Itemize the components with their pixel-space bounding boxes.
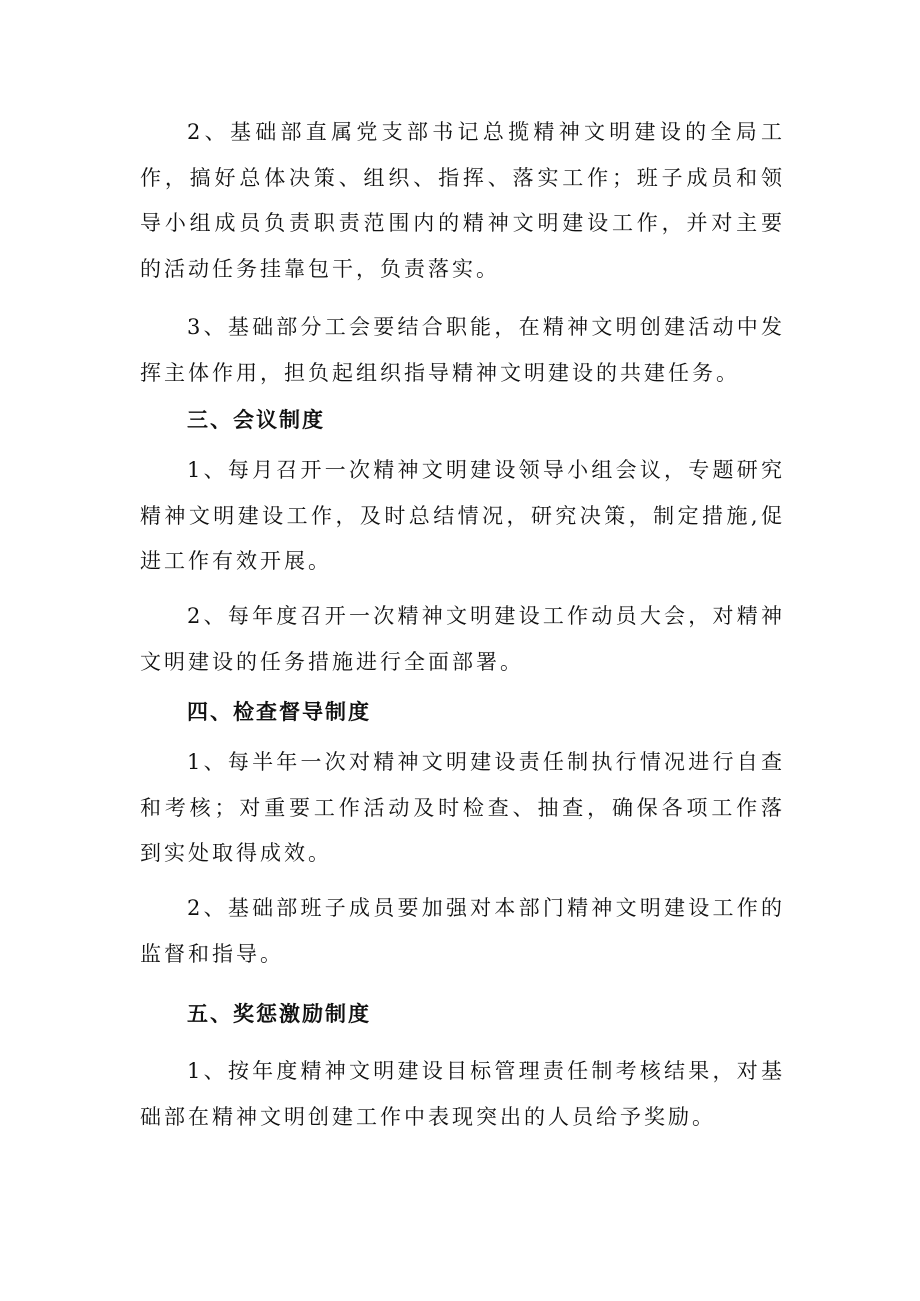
paragraph-rewards: 1、按年度精神文明建设目标管理责任制考核结果，对基础部在精神文明创建工作中表现突出的人员给予奖励。 — [140, 1059, 785, 1129]
paragraph-annual-meeting: 2、每年度召开一次精神文明建设工作动员大会，对精神文明建设的任务措施进行全面部署。 — [140, 604, 785, 674]
section-heading-inspection: 四、检查督导制度 — [187, 700, 371, 724]
paragraph-party-secretary: 2、基础部直属党支部书记总揽精神文明建设的全局工作，搞好总体决策、组织、指挥、落实工作；班子成员和领导小组成员负责职责范围内的精神文明建设工作，并对主要的活动任务挂靠包干，负责落实。 — [140, 120, 785, 281]
paragraph-supervision: 2、基础部班子成员要加强对本部门精神文明建设工作的监督和指导。 — [140, 896, 785, 966]
paragraph-monthly-meeting: 1、每月召开一次精神文明建设领导小组会议，专题研究精神文明建设工作，及时总结情况，研究决策，制定措施,促进工作有效开展。 — [140, 458, 785, 573]
section-heading-meetings: 三、会议制度 — [187, 408, 325, 432]
section-heading-rewards: 五、奖惩激励制度 — [187, 1002, 371, 1026]
paragraph-union: 3、基础部分工会要结合职能，在精神文明创建活动中发挥主体作用，担负起组织指导精神文明建设的共建任务。 — [140, 315, 785, 385]
paragraph-semiannual-check: 1、每半年一次对精神文明建设责任制执行情况进行自查和考核；对重要工作活动及时检查、抽查，确保各项工作落到实处取得成效。 — [140, 750, 785, 865]
